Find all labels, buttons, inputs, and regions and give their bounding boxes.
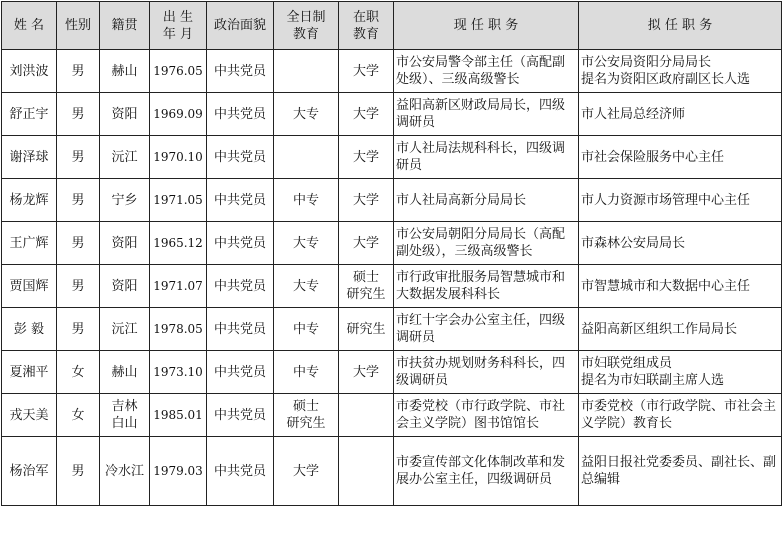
header-name: 姓 名 [2, 2, 57, 50]
cell-proposed-post: 市社会保险服务中心主任 [579, 136, 782, 179]
cell-current-post: 市委党校（市行政学院、市社会主义学院）图书馆馆长 [394, 394, 579, 437]
cell-fulltime-edu: 大专 [274, 222, 339, 265]
cell-origin: 赫山 [100, 50, 150, 93]
table-row [2, 394, 782, 437]
header-inservice-edu: 在职 教育 [339, 2, 394, 50]
cell-name: 刘洪波 [2, 50, 57, 93]
cell-origin: 赫山 [100, 351, 150, 394]
cell-name: 戎天美 [2, 394, 57, 437]
cell-inservice-edu: 研究生 [339, 308, 394, 351]
cell-origin: 资阳 [100, 265, 150, 308]
cell-inservice-edu: 硕士 研究生 [339, 265, 394, 308]
cell-current-post: 市行政审批服务局智慧城市和大数据发展科科长 [394, 265, 579, 308]
cell-political: 中共党员 [207, 437, 274, 506]
table-row [2, 222, 782, 265]
cell-inservice-edu: 大学 [339, 179, 394, 222]
cell-name: 夏湘平 [2, 351, 57, 394]
cell-current-post: 市委宣传部文化体制改革和发展办公室主任，四级调研员 [394, 437, 579, 506]
cell-current-post: 市公安局警令部主任（高配副处级）、三级高级警长 [394, 50, 579, 93]
cell-birth: 1978.05 [150, 308, 207, 351]
table-row [2, 136, 782, 179]
cell-fulltime-edu [274, 50, 339, 93]
cell-origin: 吉林 白山 [100, 394, 150, 437]
cell-origin: 资阳 [100, 93, 150, 136]
cell-political: 中共党员 [207, 93, 274, 136]
cell-origin: 资阳 [100, 222, 150, 265]
table-row [2, 265, 782, 308]
header-fulltime-edu: 全日制 教育 [274, 2, 339, 50]
cell-birth: 1973.10 [150, 351, 207, 394]
cell-origin: 冷水江 [100, 437, 150, 506]
cell-name: 谢泽球 [2, 136, 57, 179]
header-origin: 籍贯 [100, 2, 150, 50]
cell-political: 中共党员 [207, 308, 274, 351]
cell-political: 中共党员 [207, 50, 274, 93]
cell-birth: 1965.12 [150, 222, 207, 265]
cell-inservice-edu: 大学 [339, 222, 394, 265]
table-row [2, 308, 782, 351]
cell-political: 中共党员 [207, 222, 274, 265]
cell-political: 中共党员 [207, 179, 274, 222]
cell-name: 贾国辉 [2, 265, 57, 308]
header-political: 政治面貌 [207, 2, 274, 50]
cell-current-post: 市公安局朝阳分局局长（高配副处级），三级高级警长 [394, 222, 579, 265]
cell-gender: 男 [57, 308, 100, 351]
cell-gender: 女 [57, 351, 100, 394]
cell-proposed-post: 市人社局总经济师 [579, 93, 782, 136]
cell-birth: 1971.05 [150, 179, 207, 222]
cell-origin: 沅江 [100, 308, 150, 351]
cell-origin: 沅江 [100, 136, 150, 179]
cell-gender: 男 [57, 136, 100, 179]
cell-fulltime-edu: 大专 [274, 265, 339, 308]
cell-inservice-edu [339, 437, 394, 506]
cell-political: 中共党员 [207, 265, 274, 308]
cell-fulltime-edu: 大学 [274, 437, 339, 506]
cell-name: 杨龙辉 [2, 179, 57, 222]
cell-fulltime-edu: 大专 [274, 93, 339, 136]
cell-birth: 1970.10 [150, 136, 207, 179]
cell-gender: 男 [57, 222, 100, 265]
cell-political: 中共党员 [207, 351, 274, 394]
cell-proposed-post: 益阳高新区组织工作局局长 [579, 308, 782, 351]
table-row [2, 93, 782, 136]
cell-political: 中共党员 [207, 136, 274, 179]
cell-gender: 男 [57, 93, 100, 136]
cell-name: 舒正宇 [2, 93, 57, 136]
cell-inservice-edu: 大学 [339, 50, 394, 93]
cell-birth: 1969.09 [150, 93, 207, 136]
cell-proposed-post: 益阳日报社党委委员、副社长、副总编辑 [579, 437, 782, 506]
cell-birth: 1979.03 [150, 437, 207, 506]
cell-origin: 宁乡 [100, 179, 150, 222]
header-birth: 出 生 年 月 [150, 2, 207, 50]
cell-proposed-post: 市委党校（市行政学院、市社会主义学院）教育长 [579, 394, 782, 437]
cell-fulltime-edu: 中专 [274, 179, 339, 222]
cell-fulltime-edu: 中专 [274, 308, 339, 351]
cell-name: 彭 毅 [2, 308, 57, 351]
cell-birth: 1971.07 [150, 265, 207, 308]
cell-proposed-post: 市人力资源市场管理中心主任 [579, 179, 782, 222]
cell-proposed-post: 市妇联党组成员 提名为市妇联副主席人选 [579, 351, 782, 394]
cell-proposed-post: 市森林公安局局长 [579, 222, 782, 265]
cell-gender: 男 [57, 437, 100, 506]
cell-birth: 1976.05 [150, 50, 207, 93]
table-row [2, 179, 782, 222]
header-gender: 性别 [57, 2, 100, 50]
cell-current-post: 市扶贫办规划财务科科长，四级调研员 [394, 351, 579, 394]
cell-gender: 男 [57, 265, 100, 308]
cell-fulltime-edu: 中专 [274, 351, 339, 394]
cell-current-post: 市人社局法规科科长，四级调研员 [394, 136, 579, 179]
cell-inservice-edu: 大学 [339, 351, 394, 394]
cell-fulltime-edu [274, 136, 339, 179]
cell-current-post: 益阳高新区财政局局长，四级调研员 [394, 93, 579, 136]
cell-gender: 女 [57, 394, 100, 437]
cell-gender: 男 [57, 50, 100, 93]
cell-current-post: 市红十字会办公室主任，四级调研员 [394, 308, 579, 351]
cadre-table [1, 1, 782, 506]
cell-proposed-post: 市智慧城市和大数据中心主任 [579, 265, 782, 308]
cell-inservice-edu [339, 394, 394, 437]
table-row [2, 50, 782, 93]
cell-current-post: 市人社局高新分局局长 [394, 179, 579, 222]
cell-gender: 男 [57, 179, 100, 222]
cell-name: 王广辉 [2, 222, 57, 265]
cell-inservice-edu: 大学 [339, 93, 394, 136]
cell-fulltime-edu: 硕士 研究生 [274, 394, 339, 437]
header-proposed-post: 拟 任 职 务 [579, 2, 782, 50]
cell-proposed-post: 市公安局资阳分局局长 提名为资阳区政府副区长人选 [579, 50, 782, 93]
table-row [2, 351, 782, 394]
cell-birth: 1985.01 [150, 394, 207, 437]
cell-inservice-edu: 大学 [339, 136, 394, 179]
cell-political: 中共党员 [207, 394, 274, 437]
cell-name: 杨治军 [2, 437, 57, 506]
table-row [2, 437, 782, 506]
header-current-post: 现 任 职 务 [394, 2, 579, 50]
header-row [2, 2, 782, 50]
